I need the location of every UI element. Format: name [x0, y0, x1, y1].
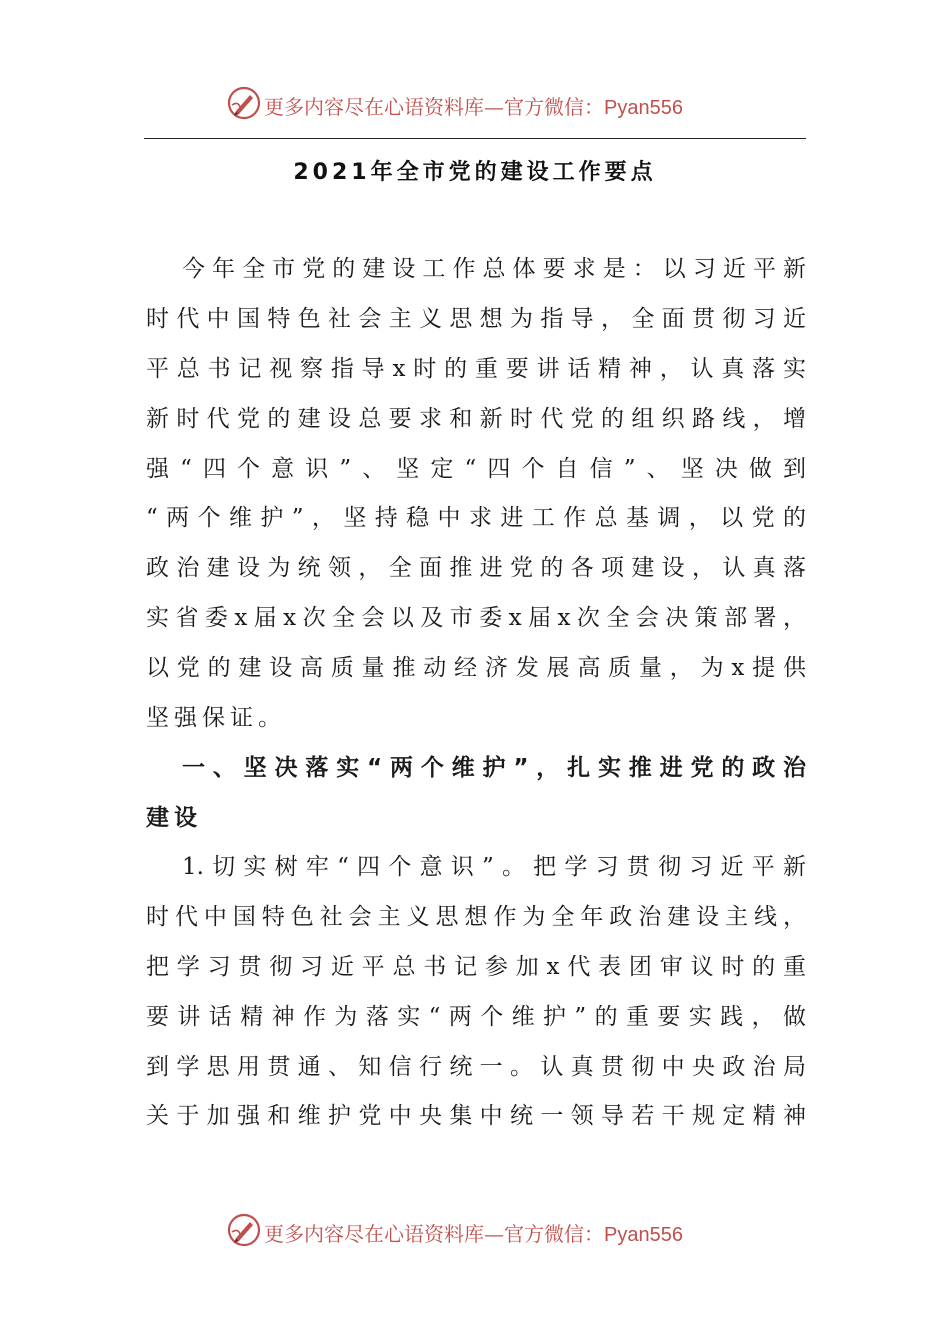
watermark-dash: — — [484, 1222, 504, 1246]
watermark-contact-text: 官方微信： — [504, 95, 604, 119]
paragraph-line: 坚强保证。 — [146, 705, 286, 731]
paragraph-line: 以党的建设高质量推动经济发展高质量，为x提供 — [146, 655, 806, 681]
document-title: 2021年全市党的建设工作要点 — [293, 160, 657, 185]
pen-circle-logo-icon — [226, 85, 262, 121]
watermark-site-text: 更多内容尽在心语资料库 — [264, 1222, 484, 1246]
watermark-text — [264, 91, 683, 120]
watermark-text — [264, 1218, 683, 1247]
header-divider — [144, 138, 806, 139]
watermark-wechat-id: Pyan556 — [604, 1224, 683, 1246]
watermark-wechat-id: Pyan556 — [604, 97, 683, 119]
paragraph-line: 政治建设为统领，全面推进党的各项建设，认真落 — [146, 555, 806, 581]
footer-watermark-banner — [0, 1210, 950, 1250]
header-watermark-banner — [0, 83, 950, 123]
paragraph-line: 时代中国特色社会主义思想为指导，全面贯彻习近 — [146, 306, 806, 332]
paragraph-line: 强“四个意识”、坚定“四个自信”、坚决做到 — [146, 456, 806, 482]
watermark-contact-text: 官方微信： — [504, 1222, 604, 1246]
paragraph-line: 新时代党的建设总要求和新时代党的组织路线，增 — [146, 406, 806, 432]
paragraph-line: 把学习贯彻习近平总书记参加x代表团审议时的重 — [146, 954, 806, 980]
paragraph-line: 实省委x届x次全会以及市委x届x次全会决策部署， — [146, 605, 806, 631]
paragraph-line: 时代中国特色社会主义思想作为全年政治建设主线， — [146, 904, 806, 930]
heading-line: 一、坚决落实“两个维护”，扎实推进党的政治 — [182, 755, 806, 781]
paragraph-line: 要讲话精神作为落实“两个维护”的重要实践，做 — [146, 1004, 806, 1030]
paragraph-line: 关于加强和维护党中央集中统一领导若干规定精神 — [146, 1103, 806, 1129]
paragraph-line: 1.切实树牢“四个意识”。把学习贯彻习近平新 — [182, 854, 806, 880]
watermark-site-text: 更多内容尽在心语资料库 — [264, 95, 484, 119]
paragraph-line: 到学思用贯通、知信行统一。认真贯彻中央政治局 — [146, 1054, 806, 1080]
paragraph-line: 平总书记视察指导x时的重要讲话精神，认真落实 — [146, 356, 806, 382]
heading-line: 建设 — [146, 805, 202, 831]
paragraph-line: 今年全市党的建设工作总体要求是：以习近平新 — [182, 256, 806, 282]
watermark-dash: — — [484, 95, 504, 119]
paragraph-line: “两个维护”，坚持稳中求进工作总基调，以党的 — [146, 505, 806, 531]
pen-circle-logo-icon — [226, 1212, 262, 1248]
